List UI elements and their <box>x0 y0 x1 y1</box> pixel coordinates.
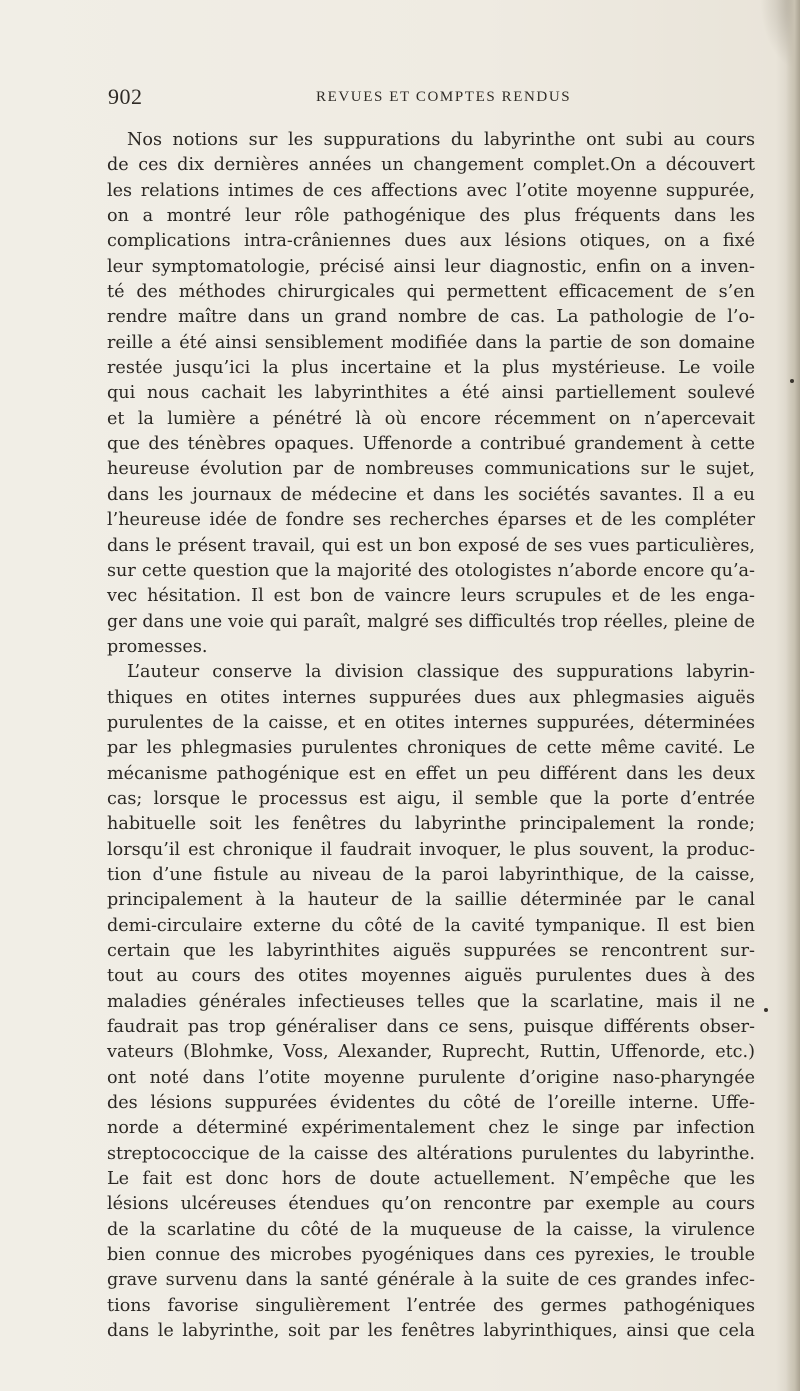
text-line: habituelle soit les fenêtres du labyrinthe principalement la ronde; <box>107 814 755 835</box>
text-line: l’heureuse idée de fondre ses recherches éparses et de les compléter <box>107 510 755 531</box>
text-line: Le fait est donc hors de doute actuellement. N’empêche que les <box>107 1169 755 1190</box>
running-head: REVUES ET COMPTES RENDUS <box>316 89 572 105</box>
text-line: ger dans une voie qui paraît, malgré ses difficultés trop réelles, pleine de <box>107 611 755 632</box>
margin-mark <box>790 379 794 383</box>
text-line: grave survenu dans la santé générale à la suite de ces grandes infec- <box>107 1270 755 1291</box>
text-line: promesses. <box>107 636 208 657</box>
page-number: 902 <box>108 84 143 109</box>
text-line: ont noté dans l’otite moyenne purulente d’origine naso-pharyngée <box>107 1067 755 1088</box>
text-line: purulentes de la caisse, et en otites internes suppurées, déterminées <box>107 712 755 733</box>
text-line: maladies générales infectieuses telles que la scarlatine, mais il ne <box>107 991 755 1012</box>
page-header <box>108 84 755 110</box>
text-line: dans le présent travail, qui est un bon exposé de ses vues particulières, <box>107 535 755 556</box>
margin-mark <box>764 1008 768 1012</box>
text-line: on a montré leur rôle pathogénique des plus fréquents dans les <box>107 206 755 227</box>
text-line: rendre maître dans un grand nombre de cas. La pathologie de l’o- <box>107 307 755 328</box>
text-line: tion d’une fistule au niveau de la paroi labyrinthique, de la caisse, <box>107 864 755 885</box>
text-line: principalement à la hauteur de la saillie déterminée par le canal <box>107 890 755 911</box>
text-line: mécanisme pathogénique est en effet un peu différent dans les deux <box>107 763 755 784</box>
text-line: restée jusqu’ici la plus incertaine et la plus mystérieuse. Le voile <box>107 358 755 379</box>
text-line: que des ténèbres opaques. Uffenorde a contribué grandement à cette <box>107 434 755 455</box>
text-line: qui nous cachait les labyrinthites a été ainsi partiellement soulevé <box>107 383 755 404</box>
text-line: lorsqu’il est chronique il faudrait invoquer, le plus souvent, la produc- <box>107 839 755 860</box>
text-line: des lésions suppurées évidentes du côté de l’oreille interne. Uffe- <box>107 1093 755 1114</box>
text-line: par les phlegmasies purulentes chroniques de cette même cavité. Le <box>107 738 755 759</box>
text-line: L’auteur conserve la division classique des suppurations labyrin- <box>127 662 755 683</box>
text-line: tout au cours des otites moyennes aiguës purulentes dues à des <box>107 966 755 987</box>
text-line: vec hésitation. Il est bon de vaincre leurs scrupules et de les enga- <box>107 586 755 607</box>
body-text <box>107 128 755 1345</box>
text-line: faudrait pas trop généraliser dans ce sens, puisque différents obser- <box>107 1017 755 1038</box>
text-line: sur cette question que la majorité des otologistes n’aborde encore qu’a- <box>107 560 755 581</box>
text-line: té des méthodes chirurgicales qui permettent efficacement de s’en <box>107 282 755 303</box>
text-line: leur symptomatologie, précisé ainsi leur diagnostic, enfin on a inven- <box>107 256 755 277</box>
text-line: demi-circulaire externe du côté de la cavité tympanique. Il est bien <box>107 915 755 936</box>
text-line: dans les journaux de médecine et dans les sociétés savantes. Il a eu <box>107 484 755 505</box>
text-line: cas; lorsque le processus est aigu, il semble que la porte d’entrée <box>107 788 755 809</box>
text-line: reille a été ainsi sensiblement modifiée dans la partie de son domaine <box>107 332 755 353</box>
page-binding-edge <box>786 0 800 1391</box>
text-line: tions favorise singulièrement l’entrée des germes pathogéniques <box>107 1295 755 1316</box>
text-line: complications intra-crâniennes dues aux lésions otiques, on a fixé <box>107 231 755 252</box>
text-line: les relations intimes de ces affections avec l’otite moyenne suppurée, <box>107 180 755 201</box>
text-line: vateurs (Blohmke, Voss, Alexander, Ruprecht, Ruttin, Uffenorde, etc.) <box>107 1042 755 1063</box>
text-line: certain que les labyrinthites aiguës suppurées se rencontrent sur- <box>107 941 755 961</box>
text-line: streptococcique de la caisse des altérations purulentes du labyrinthe. <box>107 1143 755 1164</box>
text-line: heureuse évolution par de nombreuses communications sur le sujet, <box>107 459 755 480</box>
text-line: dans le labyrinthe, soit par les fenêtres labyrinthiques, ainsi que cela <box>107 1321 755 1342</box>
text-line: et la lumière a pénétré là où encore récemment on n’apercevait <box>107 408 755 429</box>
text-line: norde a déterminé expérimentalement chez le singe par infection <box>107 1118 755 1139</box>
text-line: de ces dix dernières années un changement complet.On a découvert <box>107 155 755 176</box>
text-line: de la scarlatine du côté de la muqueuse de la caisse, la virulence <box>107 1219 755 1240</box>
text-line: Nos notions sur les suppurations du labyrinthe ont subi au cours <box>127 130 755 150</box>
text-line: bien connue des microbes pyogéniques dans ces pyrexies, le trouble <box>107 1245 755 1266</box>
text-line: thiques en otites internes suppurées dues aux phlegmasies aiguës <box>107 687 755 708</box>
text-line: lésions ulcéreuses étendues qu’on rencontre par exemple au cours <box>107 1194 755 1215</box>
